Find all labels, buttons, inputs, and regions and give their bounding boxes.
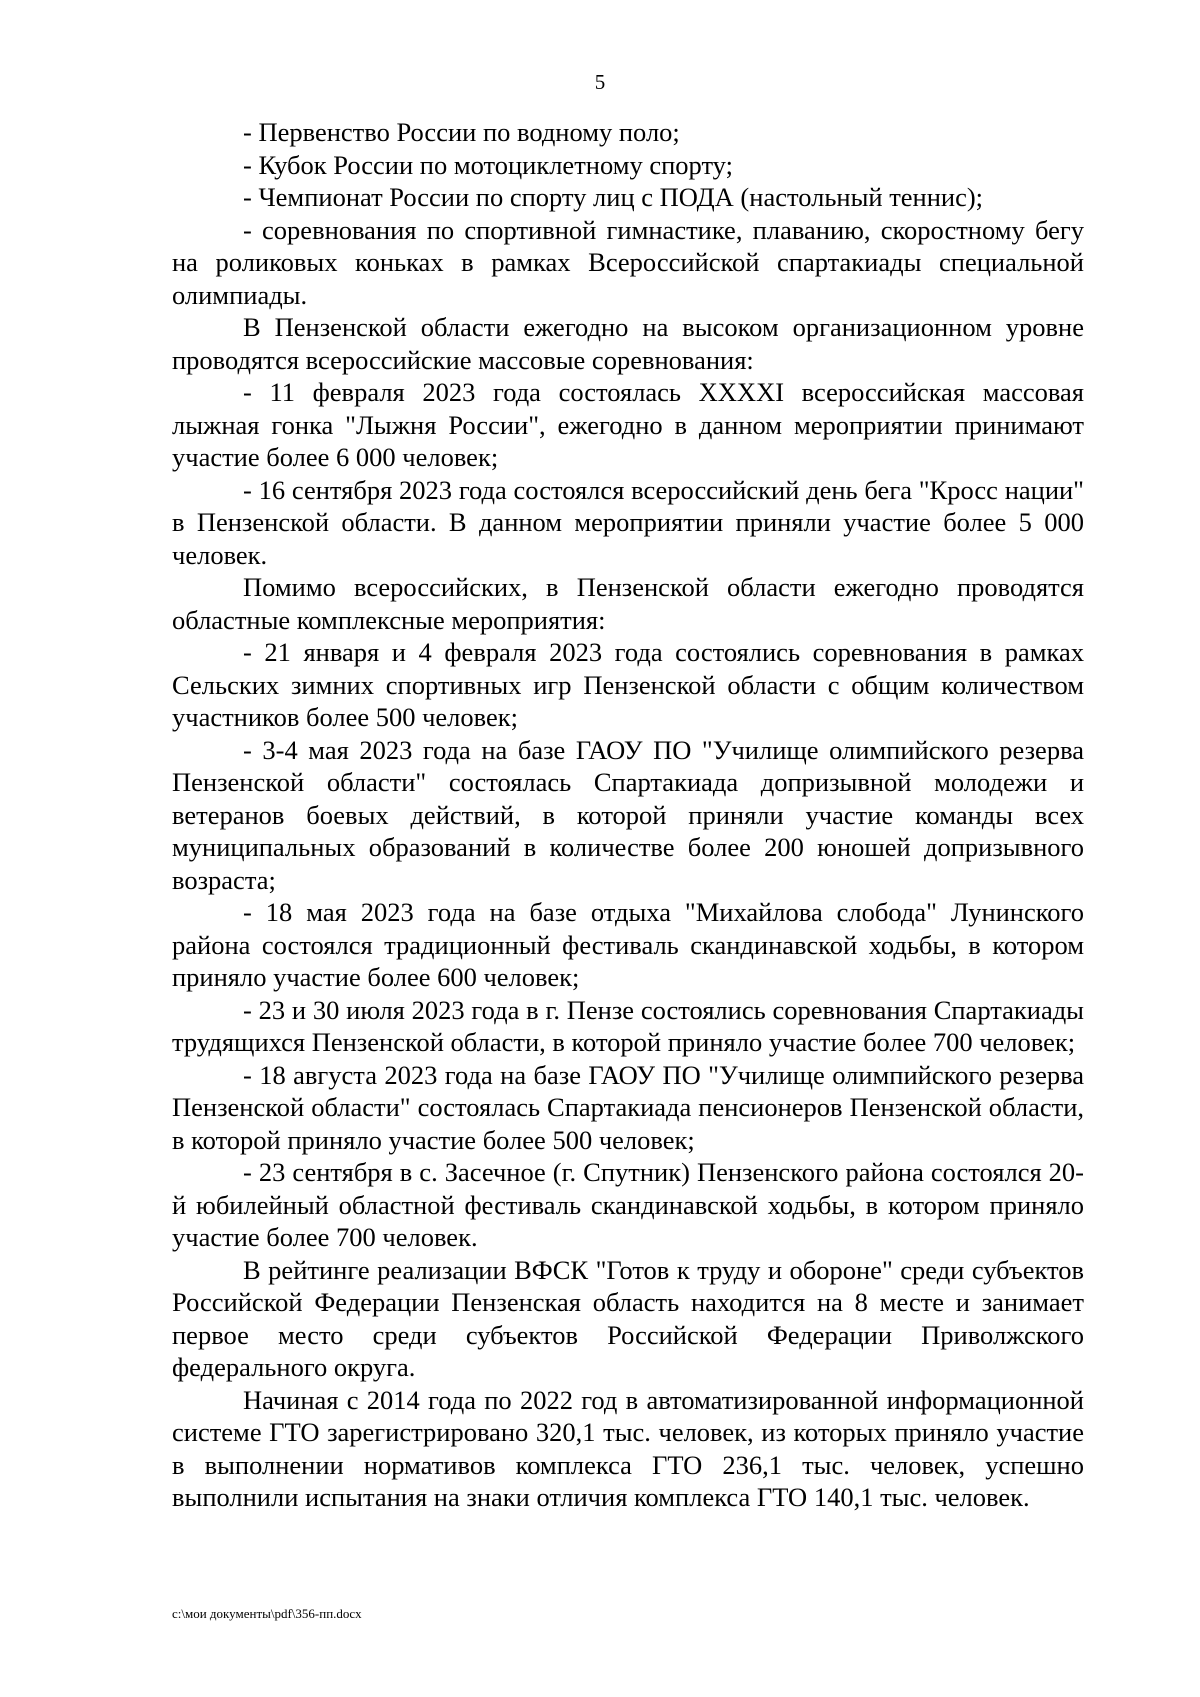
paragraph: - Чемпионат России по спорту лиц с ПОДА (настольный теннис); xyxy=(243,182,984,212)
page-number: 5 xyxy=(594,70,606,94)
paragraph: - 18 мая 2023 года на базе отдыха "Михайлова слобода" Лунинского района состоялся традиционный фестиваль скандинавской ходьбы, в котором приняло участие более 600 человек; xyxy=(172,897,1084,992)
document-body xyxy=(172,116,1084,1514)
paragraph: - 3-4 мая 2023 года на базе ГАОУ ПО "Училище олимпийского резерва Пензенской области" состоялась Спартакиада допризывной молодежи и ветеранов боевых действий, в которой приняли участие команды всех муниципальных образований в количестве более 200 юношей допризывного возраста; xyxy=(172,734,1084,895)
paragraph: - соревнования по спортивной гимнастике, плаванию, скоростному бегу на роликовых коньках в рамках Всероссийской спартакиады специальной олимпиады. xyxy=(172,214,1084,310)
footer-file-path: c:\мои документы\pdf\356-пп.docx xyxy=(172,1606,362,1621)
paragraph: - 21 января и 4 февраля 2023 года состоялись соревнования в рамках Сельских зимних спортивных игр Пензенской области с общим количеством участников более 500 человек; xyxy=(172,637,1084,732)
paragraph: - 23 сентября в с. Засечное (г. Спутник) Пензенского района состоялся 20-й юбилейный областной фестиваль скандинавской ходьбы, в котором приняло участие более 700 человек. xyxy=(172,1157,1084,1252)
paragraph: - Первенство России по водному поло; xyxy=(243,117,680,147)
paragraph: - 11 февраля 2023 года состоялась XXXXI всероссийская массовая лыжная гонка "Лыжня России", ежегодно в данном мероприятии принимают участие более 6 000 человек; xyxy=(172,377,1084,472)
paragraph: В Пензенской области ежегодно на высоком организационном уровне проводятся всероссийские массовые соревнования: xyxy=(172,312,1084,375)
paragraph: Начиная с 2014 года по 2022 год в автоматизированной информационной системе ГТО зарегистрировано 320,1 тыс. человек, из которых приняло участие в выполнении нормативов комплекса ГТО 236,1 тыс. человек, успешно выполнили испытания на знаки отличия комплекса ГТО 140,1 тыс. человек. xyxy=(172,1384,1084,1512)
paragraph: В рейтинге реализации ВФСК "Готов к труду и обороне" среди субъектов Российской Федерации Пензенская область находится на 8 месте и занимает первое место среди субъектов Российской Федерации Приволжского федерального округа. xyxy=(172,1254,1084,1382)
paragraph: Помимо всероссийских, в Пензенской области ежегодно проводятся областные комплексные мероприятия: xyxy=(172,572,1084,635)
paragraph: - Кубок России по мотоциклетному спорту; xyxy=(243,149,733,180)
paragraph: - 16 сентября 2023 года состоялся всероссийский день бега "Кросс нации" в Пензенской области. В данном мероприятии приняли участие более 5 000 человек. xyxy=(172,474,1084,570)
paragraph: - 18 августа 2023 года на базе ГАОУ ПО "Училище олимпийского резерва Пензенской области" состоялась Спартакиада пенсионеров Пензенской области, в которой приняло участие более 500 человек; xyxy=(172,1059,1084,1155)
paragraph: - 23 и 30 июля 2023 года в г. Пензе состоялись соревнования Спартакиады трудящихся Пензенской области, в которой приняло участие более 700 человек; xyxy=(172,994,1084,1057)
